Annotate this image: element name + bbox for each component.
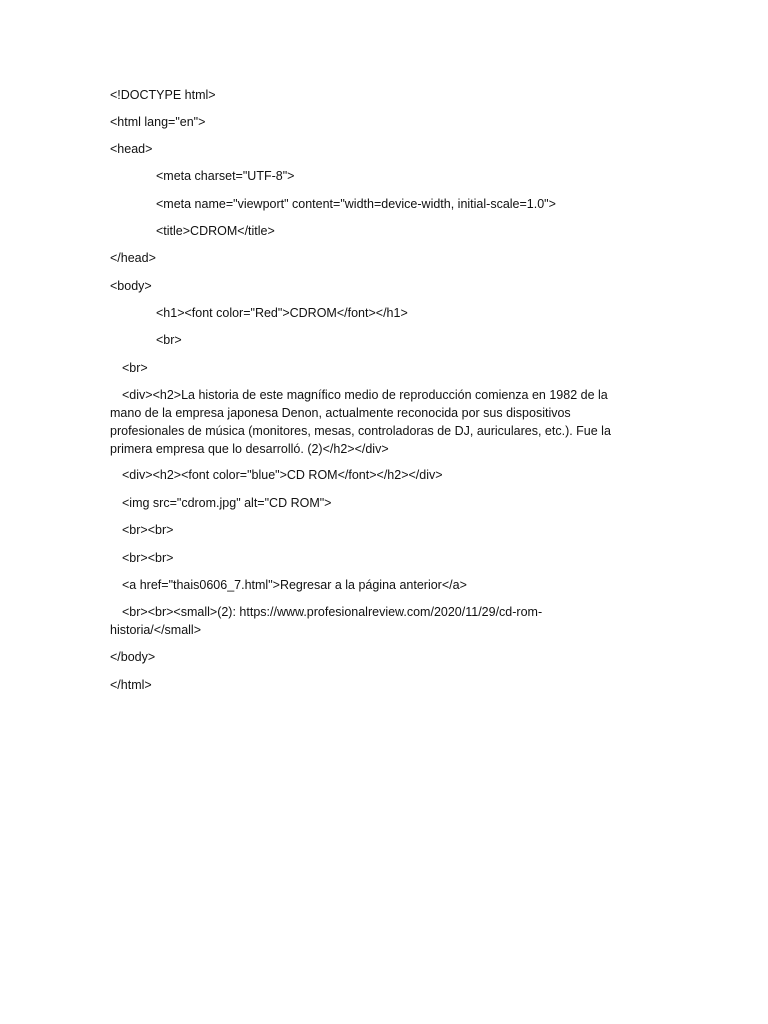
code-line-meta-viewport: <meta name="viewport" content="width=device-width, initial-scale=1.0"> <box>156 197 556 211</box>
code-line-h1: <h1><font color="Red">CDROM</font></h1> <box>156 306 408 320</box>
code-line-html-open: <html lang="en"> <box>110 115 206 129</box>
code-line-anchor: <a href="thais0606_7.html">Regresar a la página anterior</a> <box>122 578 467 592</box>
code-line-img: <img src="cdrom.jpg" alt="CD ROM"> <box>122 496 332 510</box>
code-line-head-close: </head> <box>110 251 156 265</box>
code-line-html-close: </html> <box>110 678 152 692</box>
code-line-br-indented: <br> <box>156 333 182 347</box>
code-paragraph-history: <div><h2>La historia de este magnífico medio de reproducción comienza en 1982 de la mano de la empresa japonesa Denon, actualmente reconocida por sus dispositivos profesionales de música (monitores, mesas, controladoras de DJ, auriculares, etc.). Fue la primera empresa que lo desarrolló. (2)</h2></div> <box>110 388 611 456</box>
code-line-br-br-1: <br><br> <box>122 523 174 537</box>
code-line-br: <br> <box>122 361 148 375</box>
code-line-body-close: </body> <box>110 650 156 664</box>
code-line-h2-blue: <div><h2><font color="blue">CD ROM</font></h2></div> <box>122 468 443 482</box>
code-line-doctype: <!DOCTYPE html> <box>110 88 216 102</box>
code-paragraph-small-source: <br><br><small>(2): https://www.profesionalreview.com/2020/11/29/cd-rom-historia/</small> <box>110 605 543 637</box>
code-line-body-open: <body> <box>110 279 152 293</box>
code-line-br-br-2: <br><br> <box>122 551 174 565</box>
code-line-title: <title>CDROM</title> <box>156 224 275 238</box>
code-line-meta-charset: <meta charset="UTF-8"> <box>156 169 295 183</box>
code-line-head-open: <head> <box>110 142 153 156</box>
